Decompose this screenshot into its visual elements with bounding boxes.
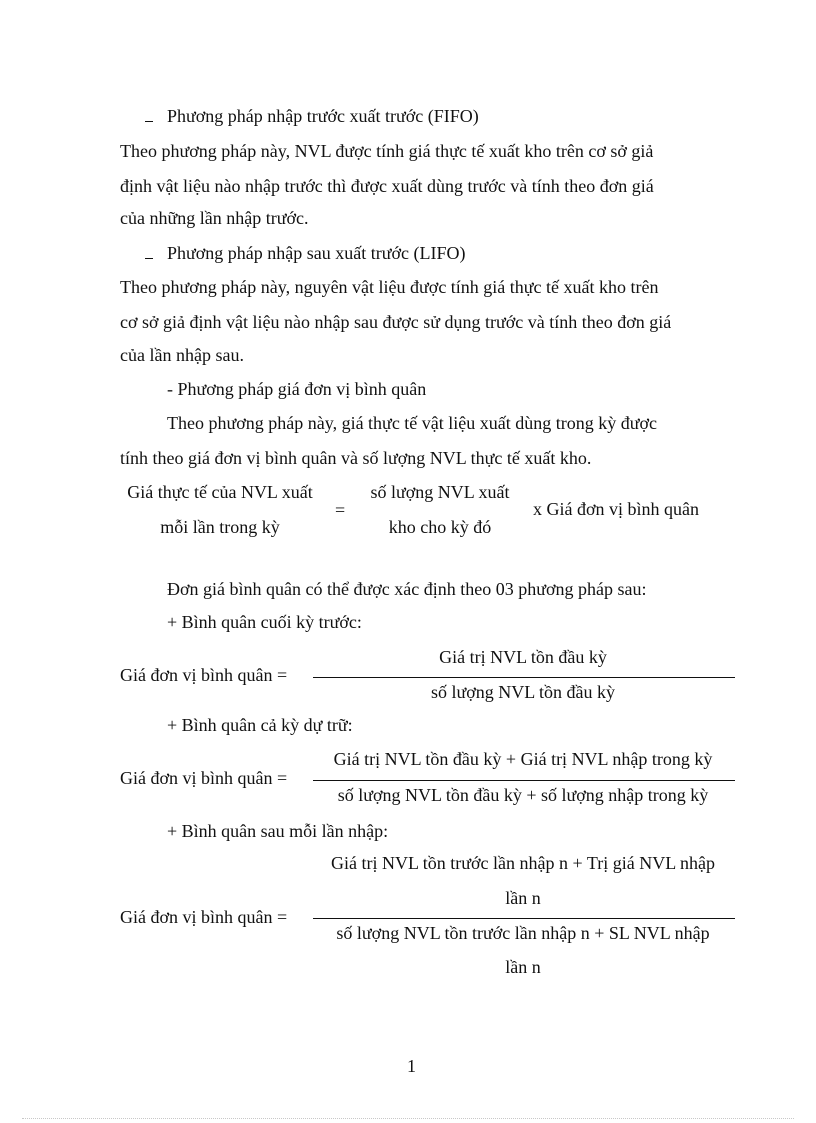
formula-equals: = <box>335 500 346 520</box>
formula-middle-line1: số lượng NVL xuất <box>370 482 510 502</box>
method3-numerator-line2: lần n <box>505 888 541 908</box>
method1-lhs: Giá đơn vị bình quân = <box>120 665 288 685</box>
paragraph-line: tính theo giá đơn vị bình quân và số lượng NVL thực tế xuất kho. <box>120 448 592 468</box>
formula-middle-line2: kho cho kỳ đó <box>388 517 492 537</box>
paragraph-line: định vật liệu nào nhập trước thì được xuất dùng trước và tính theo đơn giá <box>120 176 654 196</box>
method3-denominator-line2: lần n <box>505 957 541 977</box>
method3-numerator-line1: Giá trị NVL tồn trước lần nhập n + Trị giá NVL nhập <box>330 853 716 873</box>
fifo-heading <box>145 104 479 128</box>
paragraph-line: cơ sở giả định vật liệu nào nhập sau được sử dụng trước và tính theo đơn giá <box>120 312 672 332</box>
dash-bullet <box>145 258 153 259</box>
method1-denominator: số lượng NVL tồn đầu kỳ <box>430 682 616 702</box>
paragraph-line: Theo phương pháp này, nguyên vật liệu được tính giá thực tế xuất kho trên <box>120 277 659 297</box>
method3-label: + Bình quân sau mỗi lần nhập: <box>167 821 389 841</box>
method3-fraction-bar <box>313 918 735 919</box>
methods-intro: Đơn giá bình quân có thể được xác định theo 03 phương pháp sau: <box>167 579 647 599</box>
method1-numerator: Giá trị NVL tồn đầu kỳ <box>439 647 607 667</box>
lifo-heading <box>145 241 466 265</box>
method3-denominator-line1: số lượng NVL tồn trước lần nhập n + SL NVL nhập <box>336 923 710 943</box>
paragraph-line: của những lần nhập trước. <box>120 208 309 228</box>
dash-bullet <box>145 121 153 122</box>
page-bottom-divider <box>22 1118 794 1119</box>
formula-left-line1: Giá thực tế của NVL xuất <box>127 482 313 502</box>
page-number: 1 <box>407 1056 416 1076</box>
paragraph-line: Theo phương pháp này, giá thực tế vật liệu xuất dùng trong kỳ được <box>167 413 658 433</box>
method2-denominator: số lượng NVL tồn đầu kỳ + số lượng nhập trong kỳ <box>337 785 709 805</box>
paragraph-line: của lần nhập sau. <box>120 345 244 365</box>
fifo-heading-text: Phương pháp nhập trước xuất trước (FIFO) <box>167 106 479 126</box>
lifo-heading-text: Phương pháp nhập sau xuất trước (LIFO) <box>167 243 466 263</box>
formula-right: x Giá đơn vị bình quân <box>533 499 699 519</box>
method2-lhs: Giá đơn vị bình quân = <box>120 768 288 788</box>
method1-label: + Bình quân cuối kỳ trước: <box>167 612 362 632</box>
method2-label: + Bình quân cả kỳ dự trữ: <box>167 715 353 735</box>
method3-lhs: Giá đơn vị bình quân = <box>120 907 288 927</box>
paragraph-line: Theo phương pháp này, NVL được tính giá thực tế xuất kho trên cơ sở giả <box>120 141 654 161</box>
method2-numerator: Giá trị NVL tồn đầu kỳ + Giá trị NVL nhập trong kỳ <box>333 749 713 769</box>
method1-fraction-bar <box>313 677 735 678</box>
method2-fraction-bar <box>313 780 735 781</box>
avg-heading: - Phương pháp giá đơn vị bình quân <box>167 379 427 399</box>
formula-left-line2: mỗi lần trong kỳ <box>160 517 280 537</box>
